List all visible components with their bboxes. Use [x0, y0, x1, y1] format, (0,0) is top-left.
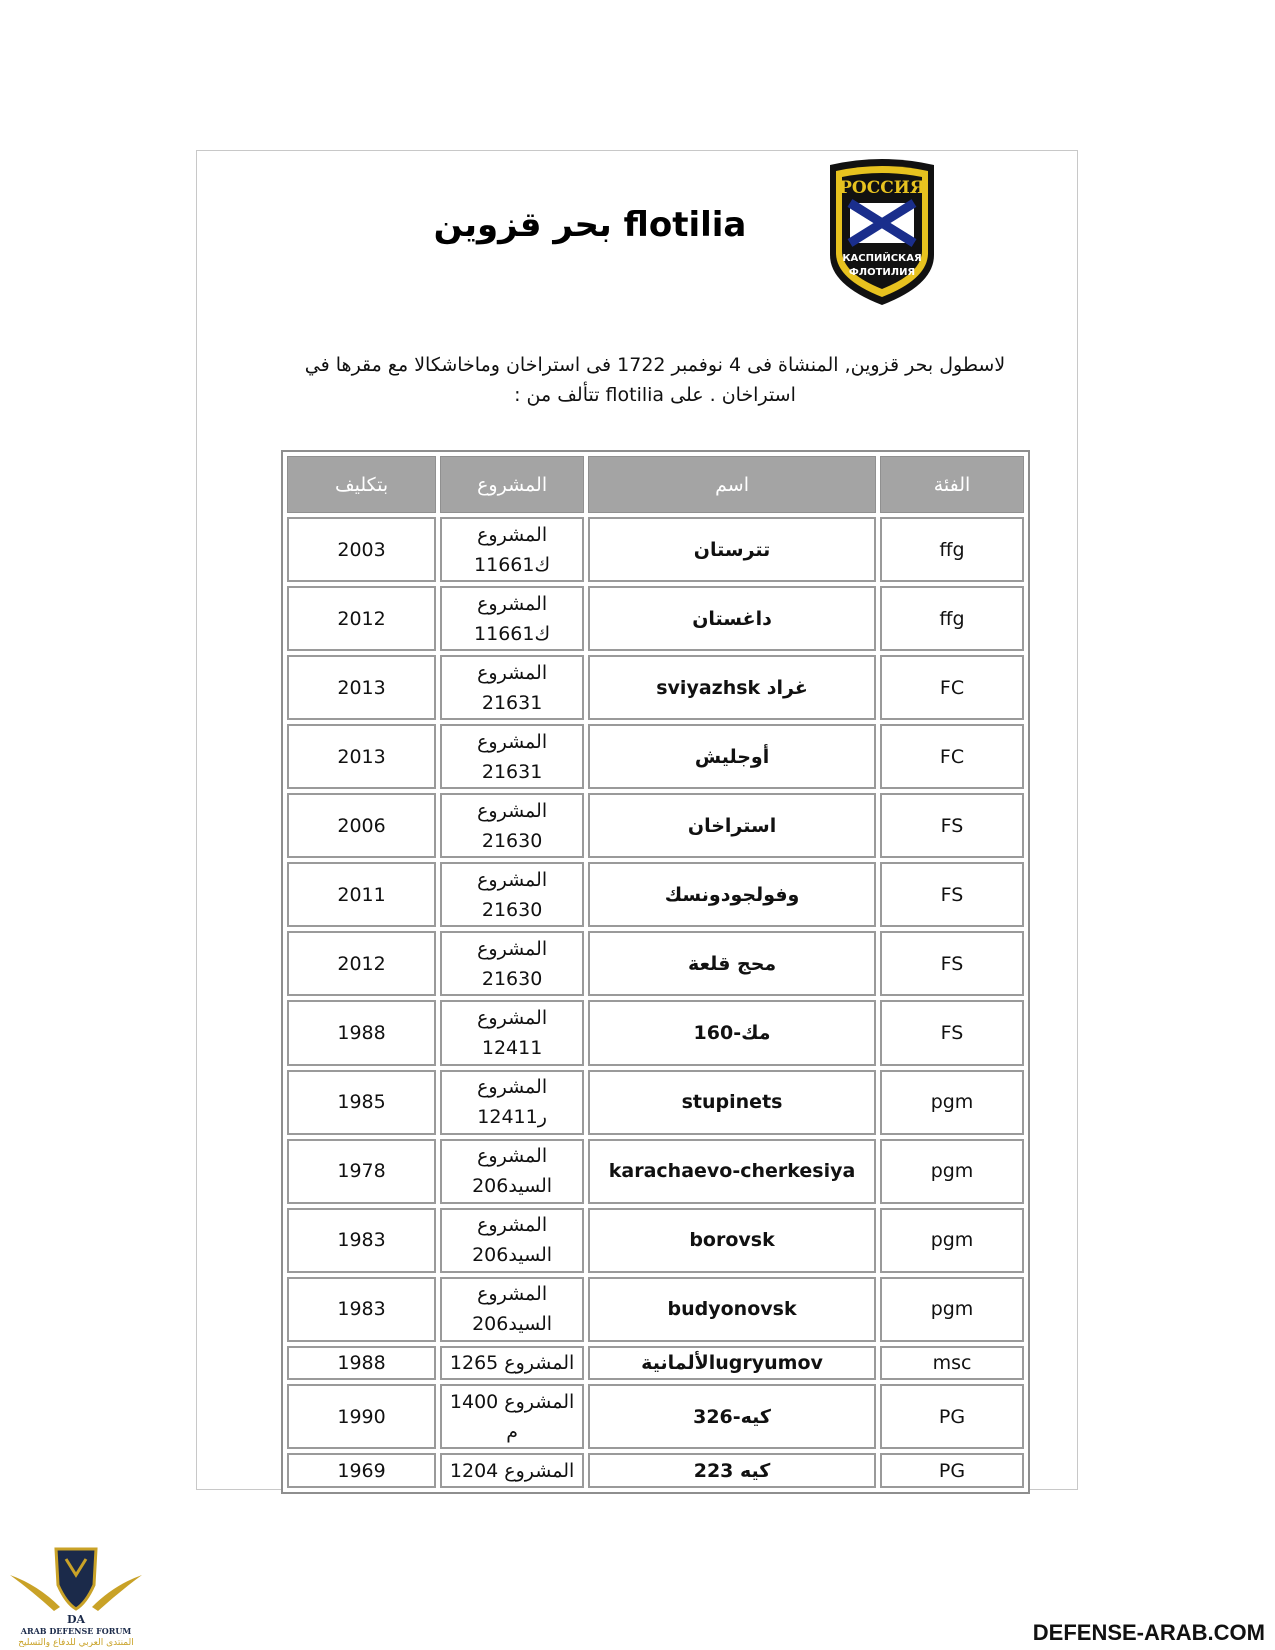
table-row	[287, 1277, 1024, 1342]
table-row	[287, 1208, 1024, 1273]
project-cell: المشروع 1400 م	[440, 1384, 584, 1449]
table-row	[287, 1000, 1024, 1065]
header-name: اسم	[588, 456, 876, 513]
arab-defense-forum-logo	[8, 1545, 144, 1647]
svg-text:ФЛОТИЛИЯ: ФЛОТИЛИЯ	[848, 267, 916, 278]
year-cell: 1983	[287, 1208, 436, 1273]
name-cell: الألمانيةugryumov	[588, 1346, 876, 1381]
year-cell: 1978	[287, 1139, 436, 1204]
class-cell: ffg	[880, 586, 1024, 651]
name-cell: karachaevo-cherkesiya	[588, 1139, 876, 1204]
project-cell: المشروع 21631	[440, 655, 584, 720]
svg-text:РОССИЯ: РОССИЯ	[839, 178, 925, 198]
name-cell: budyonovsk	[588, 1277, 876, 1342]
year-cell: 1990	[287, 1384, 436, 1449]
class-cell: FS	[880, 793, 1024, 858]
year-cell: 1985	[287, 1070, 436, 1135]
svg-text:DA: DA	[66, 1613, 86, 1626]
class-cell: FC	[880, 724, 1024, 789]
class-cell: FS	[880, 931, 1024, 996]
table-row	[287, 1070, 1024, 1135]
project-cell: المشروع 21630	[440, 793, 584, 858]
year-cell: 2012	[287, 931, 436, 996]
year-cell: 1983	[287, 1277, 436, 1342]
year-cell: 1969	[287, 1453, 436, 1488]
year-cell: 2013	[287, 655, 436, 720]
project-cell: المشروع 12411	[440, 1000, 584, 1065]
intro-line-2: استراخان . على flotilia تتألف من :	[514, 384, 796, 406]
name-cell: محج قلعة	[588, 931, 876, 996]
table-row	[287, 655, 1024, 720]
class-cell: FC	[880, 655, 1024, 720]
header-commissioned: بتكليف	[287, 456, 436, 513]
year-cell: 2003	[287, 517, 436, 582]
year-cell: 2013	[287, 724, 436, 789]
svg-text:المنتدى العربي للدفاع والتسليح: المنتدى العربي للدفاع والتسليح	[18, 1638, 134, 1647]
table-row	[287, 1346, 1024, 1381]
project-cell: المشروع 11661ك	[440, 517, 584, 582]
name-cell: داغستان	[588, 586, 876, 651]
svg-text:ARAB DEFENSE FORUM: ARAB DEFENSE FORUM	[20, 1626, 132, 1636]
name-cell: وفولجودونسك	[588, 862, 876, 927]
class-cell: pgm	[880, 1208, 1024, 1273]
table-header-row	[287, 456, 1024, 513]
class-cell: pgm	[880, 1277, 1024, 1342]
year-cell: 2012	[287, 586, 436, 651]
name-cell: كيه-326	[588, 1384, 876, 1449]
table-row	[287, 586, 1024, 651]
class-cell: msc	[880, 1346, 1024, 1381]
name-cell: borovsk	[588, 1208, 876, 1273]
project-cell: المشروع 21630	[440, 931, 584, 996]
year-cell: 1988	[287, 1346, 436, 1381]
class-cell: pgm	[880, 1070, 1024, 1135]
name-cell: مك-160	[588, 1000, 876, 1065]
table-row	[287, 1453, 1024, 1488]
name-cell: تترستان	[588, 517, 876, 582]
table-row	[287, 862, 1024, 927]
class-cell: PG	[880, 1453, 1024, 1488]
project-cell: المشروع 206السيد	[440, 1277, 584, 1342]
name-cell: sviyazhsk غراد	[588, 655, 876, 720]
caspian-flotilla-emblem	[822, 155, 942, 307]
name-cell: أوجليش	[588, 724, 876, 789]
year-cell: 2006	[287, 793, 436, 858]
site-watermark: DEFENSE-ARAB.COM	[1032, 1620, 1265, 1645]
year-cell: 2011	[287, 862, 436, 927]
table-row	[287, 1384, 1024, 1449]
project-cell: المشروع 21631	[440, 724, 584, 789]
header-class: الفئة	[880, 456, 1024, 513]
project-cell: المشروع 206السيد	[440, 1139, 584, 1204]
name-cell: استراخان	[588, 793, 876, 858]
table-row	[287, 793, 1024, 858]
class-cell: PG	[880, 1384, 1024, 1449]
table-row	[287, 724, 1024, 789]
project-cell: المشروع 21630	[440, 862, 584, 927]
project-cell: المشروع 206السيد	[440, 1208, 584, 1273]
class-cell: FS	[880, 862, 1024, 927]
project-cell: المشروع 1265	[440, 1346, 584, 1381]
intro-line-1: لاسطول بحر قزوين, المنشاة فى 4 نوفمبر 1722 فى استراخان وماخاشكالا مع مقرها في	[304, 354, 1006, 376]
intro-paragraph	[290, 350, 1020, 410]
project-cell: المشروع 12411ر	[440, 1070, 584, 1135]
class-cell: FS	[880, 1000, 1024, 1065]
header-project: المشروع	[440, 456, 584, 513]
project-cell: المشروع 1204	[440, 1453, 584, 1488]
flotilla-table	[281, 450, 1030, 1494]
year-cell: 1988	[287, 1000, 436, 1065]
name-cell: كيه 223	[588, 1453, 876, 1488]
project-cell: المشروع 11661ك	[440, 586, 584, 651]
name-cell: stupinets	[588, 1070, 876, 1135]
class-cell: ffg	[880, 517, 1024, 582]
class-cell: pgm	[880, 1139, 1024, 1204]
svg-text:КАСПИЙСКАЯ: КАСПИЙСКАЯ	[842, 253, 922, 264]
table-row	[287, 517, 1024, 582]
table-row	[287, 1139, 1024, 1204]
table-row	[287, 931, 1024, 996]
page-title: بحر قزوين flotilia	[433, 205, 747, 245]
